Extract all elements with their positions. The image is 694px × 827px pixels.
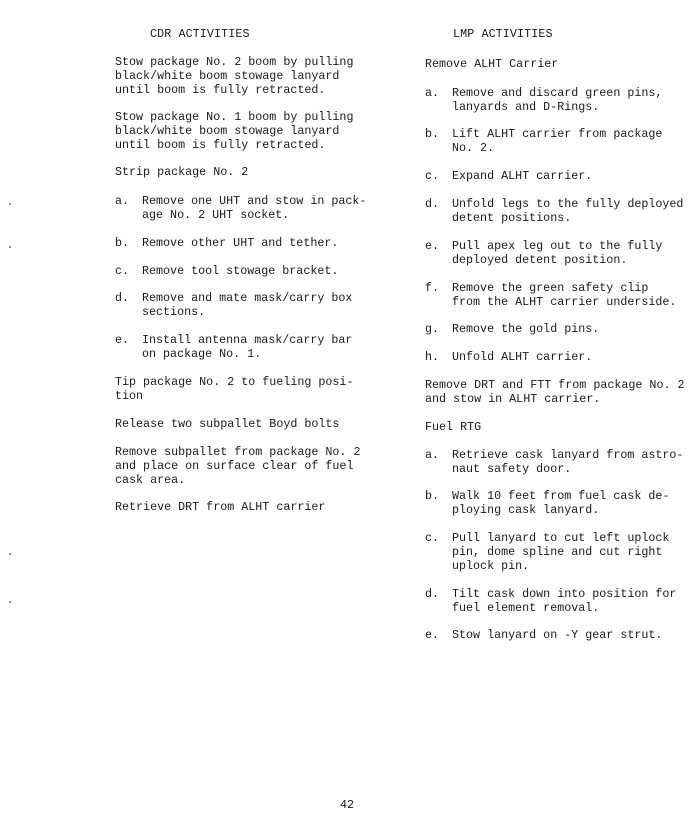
item-letter: h. [425,350,440,364]
margin-speck [9,601,11,603]
lmp-sub-entry [425,489,687,517]
entry-text: Pull lanyard to cut left uplock pin, dome spline and cut right uplock pin. [452,531,670,573]
entry-text: Tip package No. 2 to fueling posi- tion [115,375,354,403]
lmp-sub-entry [425,322,687,336]
lmp-sub-entry [425,350,687,364]
entry-text: Remove ALHT Carrier [425,57,559,71]
entry-text: Walk 10 feet from fuel cask de- ploying cask lanyard. [452,489,670,517]
entry-text: Remove DRT and FTT from package No. 2 and stow in ALHT carrier. [425,378,685,406]
lmp-heading: LMP ACTIVITIES [453,27,553,41]
cdr-entry [115,110,385,152]
item-letter: a. [425,448,440,462]
cdr-entry [115,417,385,431]
lmp-sub-entry [425,169,687,183]
cdr-sub-entry [115,194,385,222]
lmp-sub-entry [425,281,687,309]
item-letter: c. [115,264,130,278]
item-letter: c. [425,169,440,183]
cdr-sub-entry [115,236,385,250]
entry-text: Release two subpallet Boyd bolts [115,417,340,431]
entry-text: Strip package No. 2 [115,165,249,179]
entry-text: Install antenna mask/carry bar on package No. 1. [142,333,353,361]
lmp-sub-entry [425,628,687,642]
item-letter: c. [425,531,440,545]
item-letter: b. [115,236,130,250]
entry-text: Tilt cask down into position for fuel element removal. [452,587,677,615]
lmp-sub-entry [425,239,687,267]
cdr-entry [115,165,385,179]
cdr-sub-entry [115,264,385,278]
item-letter: f. [425,281,440,295]
entry-text: Unfold ALHT carrier. [452,350,593,364]
entry-text: Pull apex leg out to the fully deployed detent position. [452,239,663,267]
lmp-sub-entry [425,531,687,573]
item-letter: b. [425,127,440,141]
item-letter: b. [425,489,440,503]
lmp-entry [425,57,687,71]
margin-speck [9,246,11,248]
lmp-sub-entry [425,197,687,225]
entry-text: Stow package No. 1 boom by pulling black/white boom stowage lanyard until boom is fully retracted. [115,110,354,152]
entry-text: Remove the gold pins. [452,322,600,336]
item-letter: d. [425,197,440,211]
entry-text: Expand ALHT carrier. [452,169,593,183]
lmp-sub-entry [425,127,687,155]
entry-text: Unfold legs to the fully deployed detent positions. [452,197,684,225]
lmp-sub-entry [425,448,687,476]
cdr-entry [115,375,385,403]
item-letter: d. [425,587,440,601]
entry-text: Remove tool stowage bracket. [142,264,339,278]
entry-text: Remove the green safety clip from the ALHT carrier underside. [452,281,677,309]
entry-text: Stow lanyard on -Y gear strut. [452,628,663,642]
entry-text: Stow package No. 2 boom by pulling black/white boom stowage lanyard until boom is fully retracted. [115,55,354,97]
lmp-sub-entry [425,587,687,615]
cdr-heading: CDR ACTIVITIES [150,27,250,41]
entry-text: Remove and discard green pins, lanyards and D-Rings. [452,86,663,114]
entry-text: Remove other UHT and tether. [142,236,339,250]
page-number: 42 [339,798,355,812]
entry-text: Retrieve DRT from ALHT carrier [115,500,326,514]
item-letter: a. [115,194,130,208]
item-letter: e. [115,333,130,347]
entry-text: Remove and mate mask/carry box sections. [142,291,353,319]
entry-text: Retrieve cask lanyard from astro- naut safety door. [452,448,684,476]
item-letter: e. [425,628,440,642]
entry-text: Lift ALHT carrier from package No. 2. [452,127,663,155]
cdr-entry [115,445,385,487]
lmp-entry [425,420,687,434]
lmp-sub-entry [425,86,687,114]
item-letter: g. [425,322,440,336]
entry-text: Remove subpallet from package No. 2 and place on surface clear of fuel cask area. [115,445,361,487]
margin-speck [9,553,11,555]
cdr-sub-entry [115,291,385,319]
cdr-entry [115,500,385,514]
item-letter: e. [425,239,440,253]
item-letter: d. [115,291,130,305]
cdr-sub-entry [115,333,385,361]
entry-text: Remove one UHT and stow in pack- age No. 2 UHT socket. [142,194,367,222]
lmp-entry [425,378,687,406]
entry-text: Fuel RTG [425,420,482,434]
cdr-entry [115,55,385,97]
margin-speck [9,203,11,205]
item-letter: a. [425,86,440,100]
